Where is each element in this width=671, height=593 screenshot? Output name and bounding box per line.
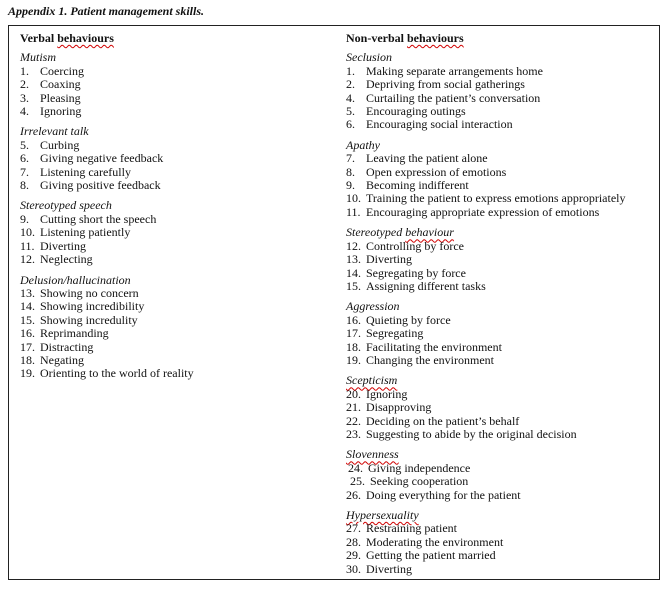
list-item: 24. Giving independence [348, 460, 471, 475]
list-item: 4. Ignoring [20, 104, 82, 119]
patient-management-table [8, 25, 660, 580]
group-title: Slovenness [346, 447, 399, 462]
list-item: 18. Facilitating the environment [346, 339, 502, 354]
list-item: 19. Changing the environment [346, 352, 494, 367]
list-item: 15. Assigning different tasks [346, 278, 486, 293]
list-item: 30. Diverting [346, 561, 412, 576]
list-item: 12. Controlling by force [346, 238, 464, 253]
list-item: 18. Negating [20, 352, 84, 367]
non-verbal-behaviours-column [346, 32, 651, 583]
appendix-caption: Appendix 1. Patient management skills. [8, 4, 205, 18]
non-verbal-behaviours-header: Non-verbal behaviours [346, 31, 464, 45]
group-title: Aggression [346, 299, 400, 314]
group-slovenness [346, 448, 651, 502]
list-item: 8. Giving positive feedback [20, 178, 161, 193]
list-item: 5. Encouraging outings [346, 104, 466, 119]
list-item: 14. Segregating by force [346, 265, 466, 280]
group-title: Seclusion [346, 50, 392, 65]
list-item: 7. Leaving the patient alone [346, 151, 488, 166]
list-item: 4. Curtailing the patient’s conversation [346, 90, 541, 105]
list-item: 1. Making separate arrangements home [346, 63, 543, 78]
group-stereotyped-behaviour [346, 226, 651, 293]
verbal-behaviours-column [20, 32, 330, 388]
list-item: 19. Orienting to the world of reality [20, 366, 194, 381]
list-item: 16. Reprimanding [20, 326, 109, 341]
list-item: 11. Diverting [20, 238, 86, 253]
list-item: 7. Listening carefully [20, 164, 131, 179]
list-item: 23. Suggesting to abide by the original decision [346, 426, 577, 441]
group-title: Delusion/hallucination [20, 272, 131, 287]
group-irrelevant-talk [20, 125, 330, 192]
list-item: 8. Open expression of emotions [346, 164, 507, 179]
group-title: Stereotyped speech [20, 198, 112, 213]
list-item: 15. Showing incredulity [20, 312, 138, 327]
list-item: 27. Restraining patient [346, 521, 457, 536]
group-title: Mutism [20, 50, 56, 65]
group-title: Hypersexuality [346, 508, 419, 522]
group-hypersexuality [346, 509, 651, 576]
list-item: 6. Encouraging social interaction [346, 117, 513, 132]
list-item: 3. Pleasing [20, 90, 81, 105]
group-stereotyped-speech [20, 199, 330, 266]
list-item: 29. Getting the patient married [346, 548, 496, 563]
list-item: 25. Seeking cooperation [350, 474, 469, 489]
list-item: 21. Disapproving [346, 400, 432, 415]
group-delusion-hallucination [20, 274, 330, 381]
group-seclusion [346, 51, 651, 131]
list-item: 28. Moderating the environment [346, 534, 504, 549]
list-item: 1. Coercing [20, 63, 84, 78]
group-scepticism [346, 374, 651, 441]
list-item: 13. Diverting [346, 252, 412, 267]
list-item: 2. Coaxing [20, 77, 81, 92]
list-item: 13. Showing no concern [20, 285, 139, 300]
list-item: 16. Quieting by force [346, 312, 451, 327]
group-aggression [346, 300, 651, 367]
list-item: 10. Training the patient to express emotions appropriately [346, 191, 626, 206]
group-title: Irrelevant talk [20, 124, 89, 139]
group-apathy [346, 139, 651, 219]
group-title: Stereotyped behaviour [346, 225, 454, 240]
list-item: 14. Showing incredibility [20, 299, 145, 314]
list-item: 12. Neglecting [20, 252, 93, 267]
group-title: Apathy [346, 137, 380, 152]
verbal-behaviours-header: Verbal behaviours [20, 31, 114, 45]
list-item: 6. Giving negative feedback [20, 151, 164, 166]
list-item: 2. Depriving from social gatherings [346, 77, 525, 92]
list-item: 5. Curbing [20, 137, 80, 152]
list-item: 22. Deciding on the patient’s behalf [346, 413, 520, 428]
group-mutism [20, 51, 330, 118]
list-item: 9. Cutting short the speech [20, 211, 157, 226]
list-item: 17. Segregating [346, 326, 424, 341]
list-item: 11. Encouraging appropriate expression of emotions [346, 204, 600, 219]
list-item: 17. Distracting [20, 339, 94, 354]
list-item: 9. Becoming indifferent [346, 178, 469, 193]
list-item: 10. Listening patiently [20, 225, 131, 240]
list-item: 20. Ignoring [346, 386, 408, 401]
group-title: Scepticism [346, 373, 398, 388]
list-item: 26. Doing everything for the patient [346, 487, 521, 502]
